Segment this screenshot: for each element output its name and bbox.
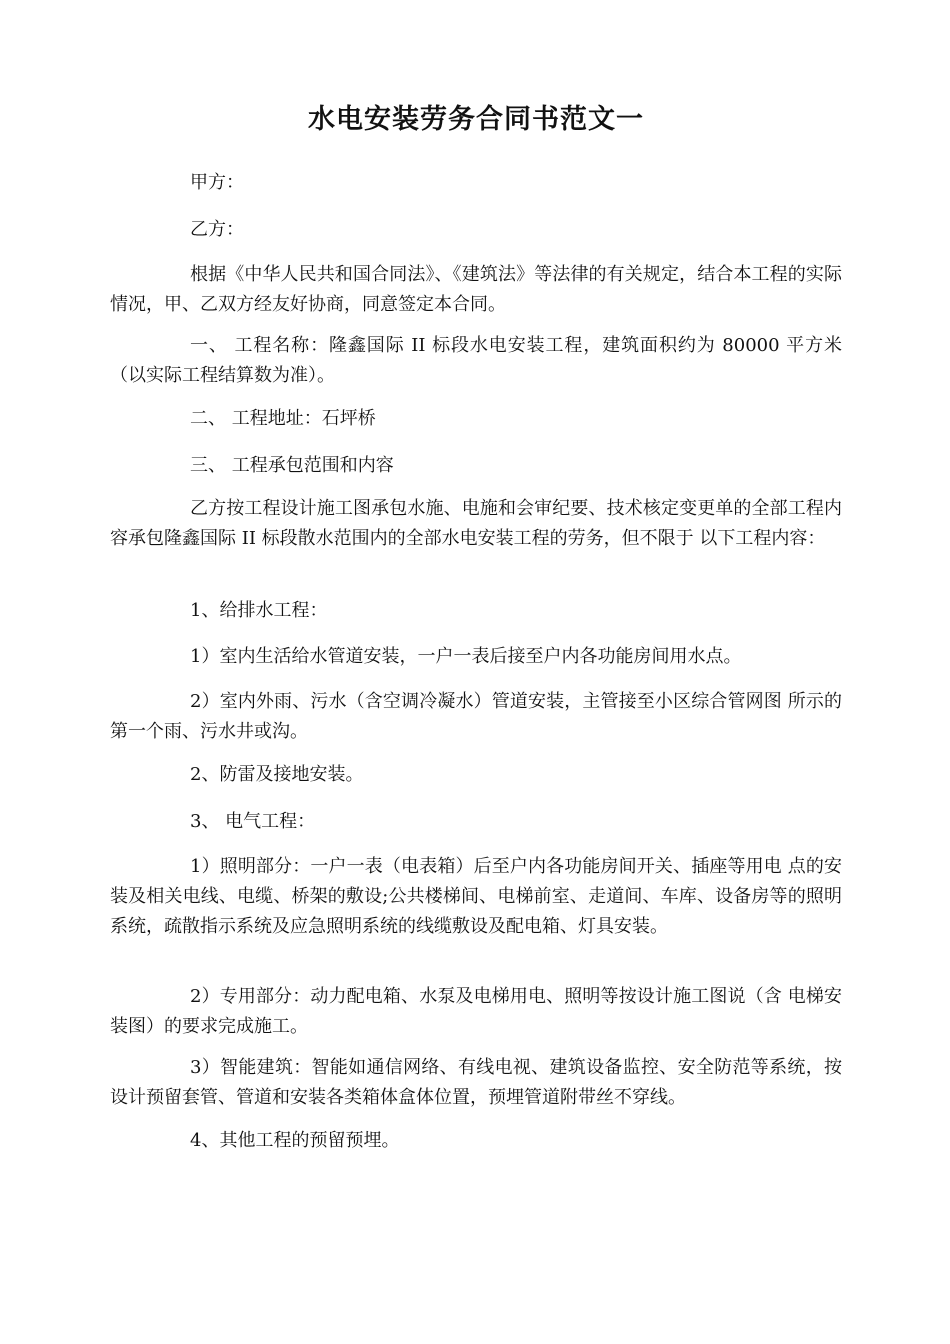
electrical-heading: 3、 电气工程： [190,811,316,832]
scope-paragraph: 乙方按工程设计施工图承包水施、电施和会审纪要、技术核定变更单的全部工程内容承包隆鑫国际 II 标段散水范围内的全部水电安装工程的劳务，但不限于 以下工程内容： [110,498,842,549]
plumbing-item-2: 2）室内外雨、污水（含空调冷凝水）管道安装，主管接至小区综合管网图 所示的第一个雨、污水井或沟。 [110,691,842,742]
plumbing-item-1: 1）室内生活给水管道安装，一户一表后接至户内各功能房间用水点。 [190,646,742,667]
scope-heading: 三、 工程承包范围和内容 [190,455,394,476]
party-a-line: 甲方： [190,172,244,193]
plumbing-heading: 1、给排水工程： [190,600,328,621]
lightning-protection-heading: 2、防雷及接地安装。 [190,764,364,785]
electrical-item-intelligent: 3）智能建筑：智能如通信网络、有线电视、建筑设备监控、安全防范等系统，按设计预留套管、管道和安装各类箱体盒体位置，预埋管道附带丝不穿线。 [110,1057,842,1108]
preamble-paragraph: 根据《中华人民共和国合同法》、《建筑法》等法律的有关规定，结合本工程的实际情况，甲、乙双方经友好协商，同意签定本合同。 [110,264,842,315]
party-b-line: 乙方： [190,219,244,240]
other-works-heading: 4、其他工程的预留预埋。 [190,1130,400,1151]
project-name-paragraph: 一、 工程名称：隆鑫国际 II 标段水电安装工程，建筑面积约为 80000 平方米（以实际工程结算数为准）。 [110,335,842,386]
document-title: 水电安装劳务合同书范文一 [308,104,644,135]
project-address-paragraph: 二、 工程地址：石坪桥 [190,408,376,429]
electrical-item-lighting: 1）照明部分：一户一表（电表箱）后至户内各功能房间开关、插座等用电 点的安装及相关电线、电缆、桥架的敷设;公共楼梯间、电梯前室、走道间、车库、设备房等的照明系统，疏散指示系统及应急照明系统的线缆敷设及配电箱、灯具安装。 [110,856,842,937]
electrical-item-special: 2）专用部分：动力配电箱、水泵及电梯用电、照明等按设计施工图说（含 电梯安装图）的要求完成施工。 [110,986,842,1037]
